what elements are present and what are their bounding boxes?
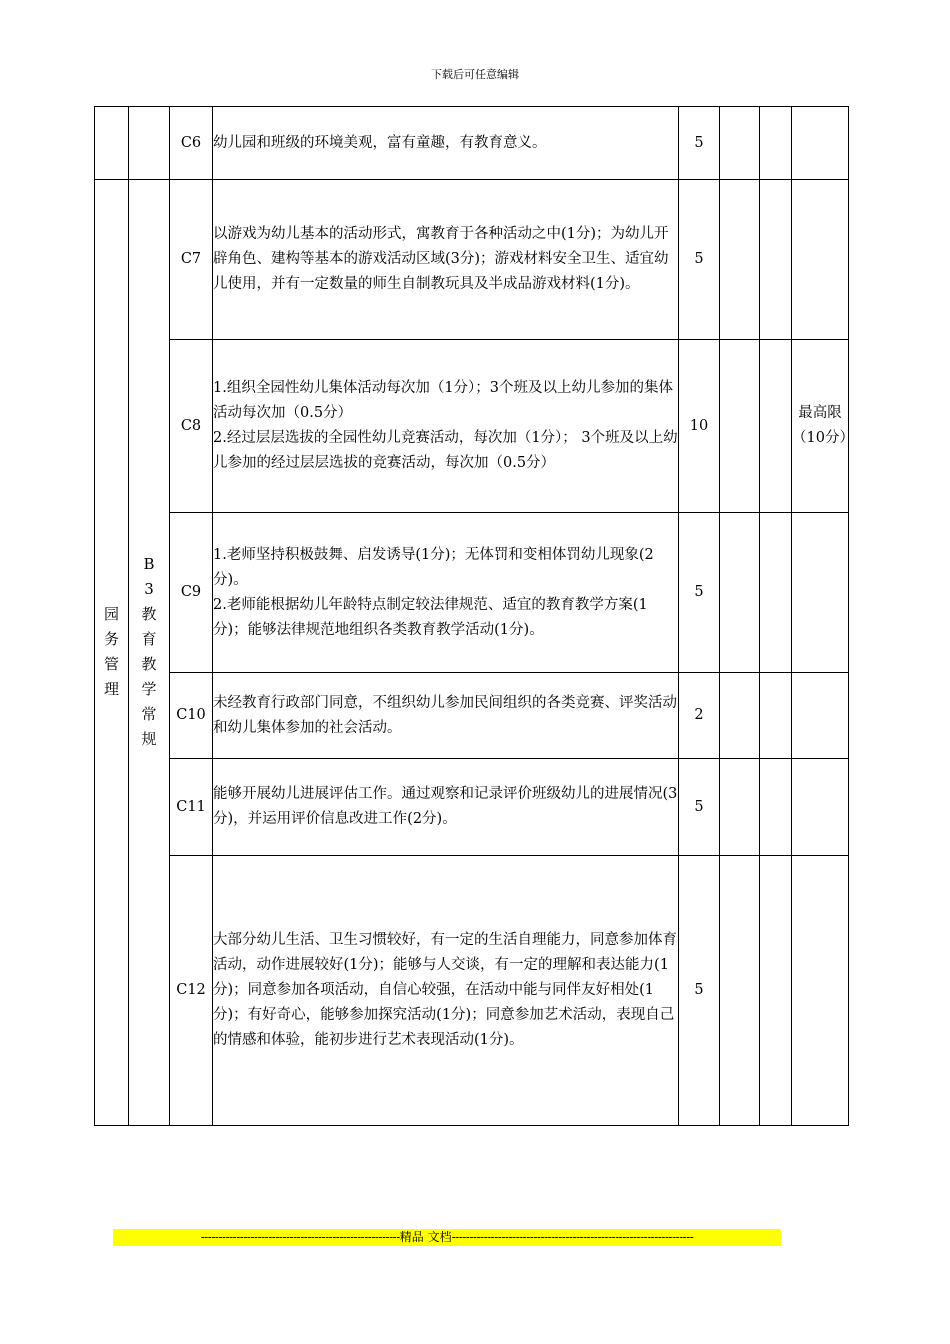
- item-description: 幼儿园和班级的环境美观，富有童趣，有教育意义。: [213, 107, 679, 180]
- blank-cell: [720, 340, 760, 513]
- item-score: 5: [679, 856, 720, 1126]
- item-score: 5: [679, 513, 720, 673]
- footer-text: 精品 文档: [399, 1230, 452, 1244]
- table-row: [95, 759, 849, 856]
- item-description: 1.老师坚持积极鼓舞、启发诱导(1分)；无体罚和变相体罚幼儿现象(2分)。 2.老师能根据幼儿年龄特点制定较法律规范、适宜的教育教学方案(1分)；能够法律规范地组织各类教育教学活动(1分)。: [213, 513, 679, 673]
- subsection-cell: [129, 180, 170, 1126]
- note-cell: [792, 759, 849, 856]
- note-cell: [792, 513, 849, 673]
- item-description: 以游戏为幼儿基本的活动形式，寓教育于各种活动之中(1分)；为幼儿开辟角色、建构等基本的游戏活动区域(3分)；游戏材料安全卫生、适宜幼儿使用，并有一定数量的师生自制教玩具及半成品游戏材料(1分)。: [213, 180, 679, 340]
- blank-cell: [760, 340, 792, 513]
- table-row: [95, 673, 849, 759]
- blank-cell: [720, 513, 760, 673]
- section-cell-empty: [95, 107, 129, 180]
- section-label: 园务管理: [103, 605, 119, 698]
- item-code: C11: [170, 759, 213, 856]
- blank-cell: [720, 856, 760, 1126]
- subsection-cell-empty: [129, 107, 170, 180]
- item-score: 5: [679, 180, 720, 340]
- blank-cell: [720, 180, 760, 340]
- item-code: C6: [170, 107, 213, 180]
- blank-cell: [720, 759, 760, 856]
- subsection-label: B3教育教学常规: [141, 555, 157, 748]
- blank-cell: [760, 856, 792, 1126]
- item-description: 大部分幼儿生活、卫生习惯较好，有一定的生活自理能力，同意参加体育活动，动作进展较好(1分)；能够与人交谈，有一定的理解和表达能力(1分)；同意参加各项活动，自信心较强，在活动中能与同伴友好相处(1分)；有好奇心，能够参加探究活动(1分)；同意参加艺术活动，表现自己的情感和体验，能初步进行艺术表现活动(1分)。: [213, 856, 679, 1126]
- blank-cell: [720, 107, 760, 180]
- blank-cell: [760, 513, 792, 673]
- item-code: C8: [170, 340, 213, 513]
- item-description: 1.组织全园性幼儿集体活动每次加（1分）；3个班及以上幼儿参加的集体活动每次加（0.5分） 2.经过层层选拔的全园性幼儿竞赛活动，每次加（1分）； 3个班及以上幼儿参加的经过层层选拔的竞赛活动，每次加（0.5分）: [213, 340, 679, 513]
- item-score: 5: [679, 759, 720, 856]
- table-row: [95, 856, 849, 1126]
- table-row: [95, 107, 849, 180]
- blank-cell: [760, 673, 792, 759]
- page-footer: [113, 1229, 781, 1246]
- section-cell: [95, 180, 129, 1126]
- footer-dashes-left: --------------------------------------------------------: [200, 1230, 400, 1244]
- item-description: 能够开展幼儿进展评估工作。通过观察和记录评价班级幼儿的进展情况(3分)，并运用评价信息改进工作(2分)。: [213, 759, 679, 856]
- item-description: 未经教育行政部门同意，不组织幼儿参加民间组织的各类竞赛、评奖活动和幼儿集体参加的社会活动。: [213, 673, 679, 759]
- table-row: [95, 513, 849, 673]
- note-cell: [792, 107, 849, 180]
- blank-cell: [760, 107, 792, 180]
- blank-cell: [720, 673, 760, 759]
- note-cell: [792, 180, 849, 340]
- item-score: 5: [679, 107, 720, 180]
- note-cell: 最高限（10分）: [792, 340, 849, 513]
- item-score: 2: [679, 673, 720, 759]
- table-row: [95, 340, 849, 513]
- evaluation-table: [94, 106, 854, 1126]
- page-header: 下载后可任意编辑: [431, 68, 519, 81]
- item-score: 10: [679, 340, 720, 513]
- item-code: C10: [170, 673, 213, 759]
- footer-dashes-right: --------------------------------------------------------------------: [451, 1230, 694, 1244]
- note-cell: [792, 673, 849, 759]
- item-code: C9: [170, 513, 213, 673]
- item-code: C12: [170, 856, 213, 1126]
- blank-cell: [760, 759, 792, 856]
- table-row: [95, 180, 849, 340]
- blank-cell: [760, 180, 792, 340]
- note-cell: [792, 856, 849, 1126]
- item-code: C7: [170, 180, 213, 340]
